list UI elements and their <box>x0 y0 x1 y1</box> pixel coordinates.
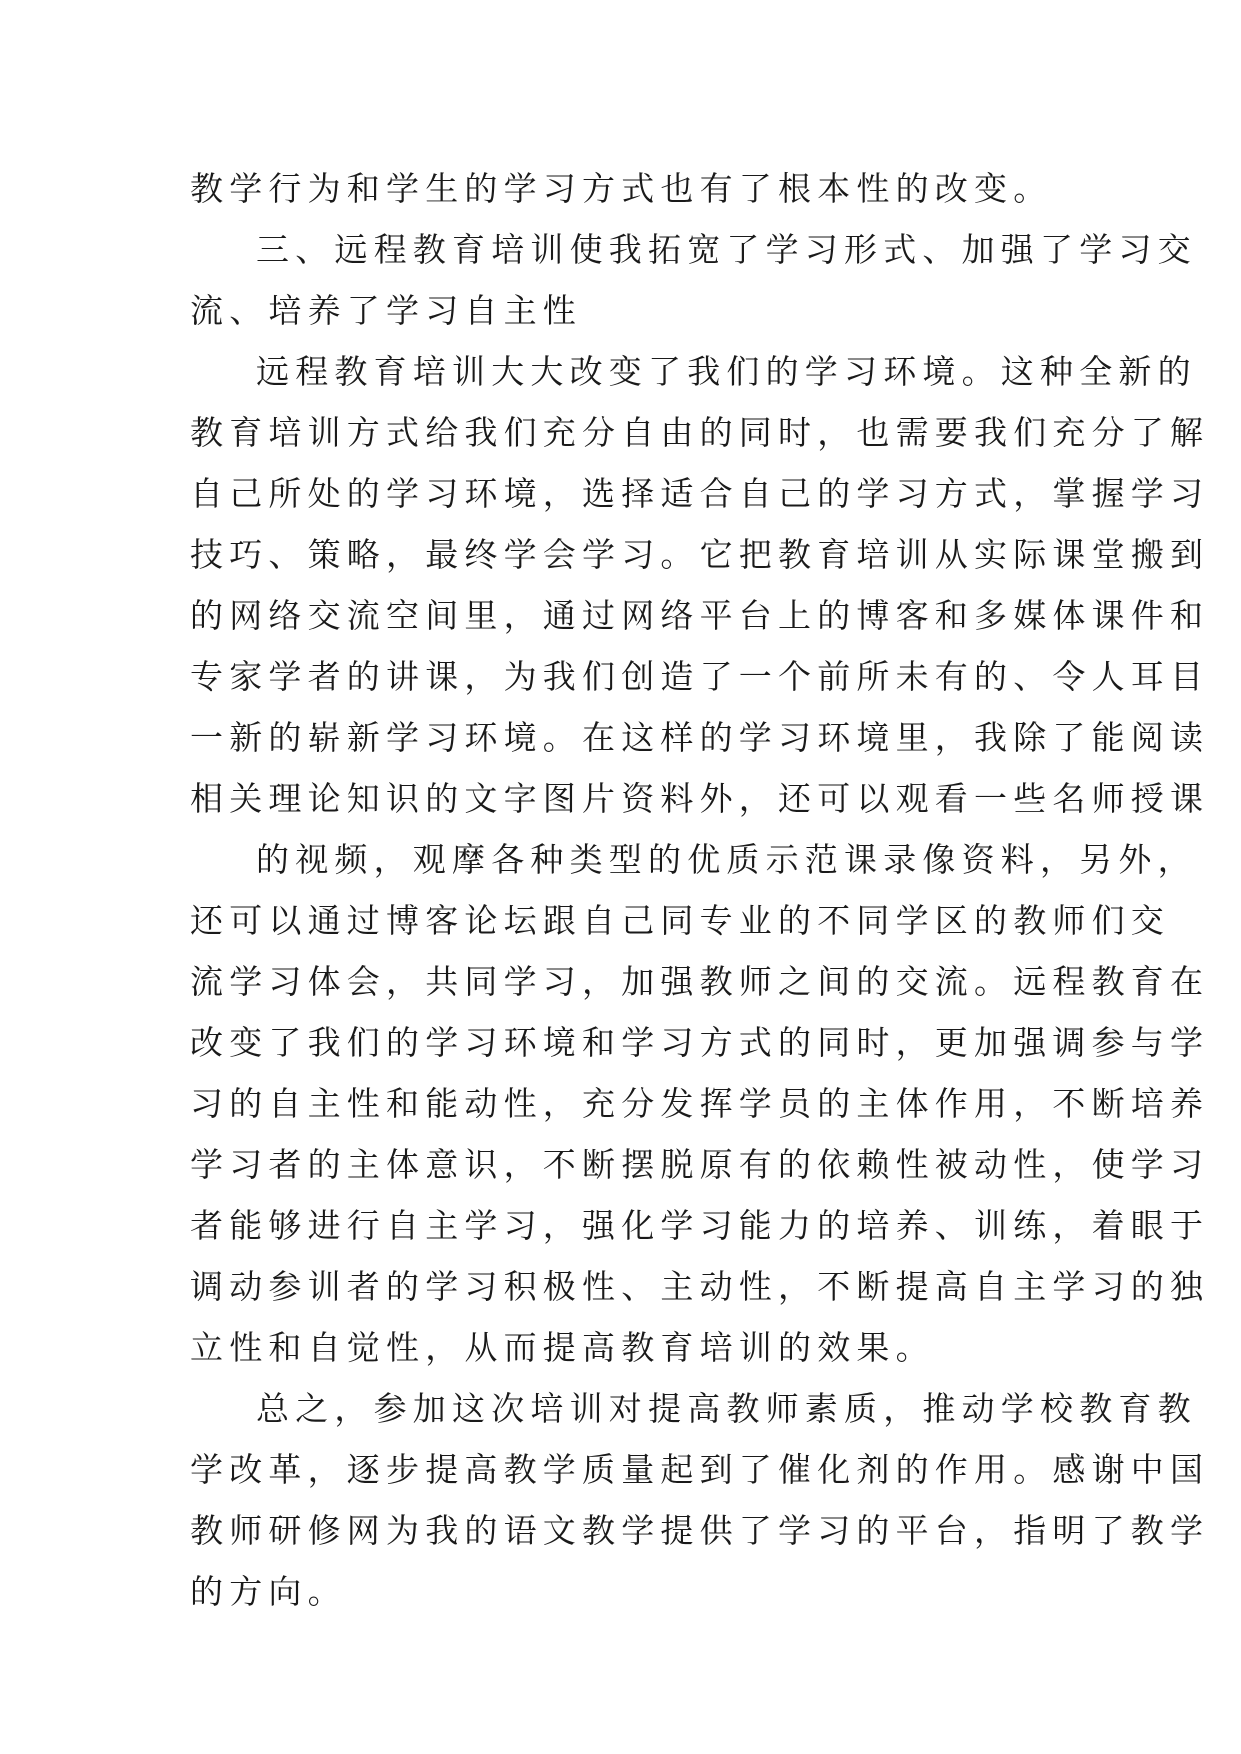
text-line: 的方向。 <box>190 1572 347 1611</box>
text-line: 自己所处的学习环境，选择适合自己的学习方式，掌握学习 <box>190 474 1210 513</box>
text-line: 学改革，逐步提高教学质量起到了催化剂的作用。感谢中国 <box>190 1450 1210 1489</box>
text-line: 还可以通过博客论坛跟自己同专业的不同学区的教师们交 <box>190 901 1170 940</box>
text-line: 总之，参加这次培训对提高教师素质，推动学校教育教 <box>256 1389 1197 1428</box>
text-line: 学习者的主体意识，不断摆脱原有的依赖性被动性，使学习 <box>190 1145 1210 1184</box>
text-line: 专家学者的讲课，为我们创造了一个前所未有的、令人耳目 <box>190 657 1210 696</box>
text-line: 的网络交流空间里，通过网络平台上的博客和多媒体课件和 <box>190 596 1210 635</box>
text-line: 教学行为和学生的学习方式也有了根本性的改变。 <box>190 169 1053 208</box>
text-line: 教师研修网为我的语文教学提供了学习的平台，指明了教学 <box>190 1511 1210 1550</box>
text-line: 调动参训者的学习积极性、主动性，不断提高自主学习的独 <box>190 1267 1210 1306</box>
text-line: 流学习体会，共同学习，加强教师之间的交流。远程教育在 <box>190 962 1210 1001</box>
text-line: 改变了我们的学习环境和学习方式的同时，更加强调参与学 <box>190 1023 1210 1062</box>
text-line: 的视频，观摩各种类型的优质示范课录像资料，另外， <box>256 840 1197 879</box>
section-heading-line: 流、培养了学习自主性 <box>190 291 582 330</box>
text-line: 相关理论知识的文字图片资料外，还可以观看一些名师授课 <box>190 779 1210 818</box>
text-line: 教育培训方式给我们充分自由的同时，也需要我们充分了解 <box>190 413 1210 452</box>
text-line: 者能够进行自主学习，强化学习能力的培养、训练，着眼于 <box>190 1206 1210 1245</box>
text-line: 立性和自觉性，从而提高教育培训的效果。 <box>190 1328 935 1367</box>
document-body <box>190 158 1210 1622</box>
section-heading-line: 三、远程教育培训使我拓宽了学习形式、加强了学习交 <box>256 230 1197 269</box>
text-line: 技巧、策略，最终学会学习。它把教育培训从实际课堂搬到 <box>190 535 1210 574</box>
text-line: 远程教育培训大大改变了我们的学习环境。这种全新的 <box>256 352 1197 391</box>
text-line: 习的自主性和能动性，充分发挥学员的主体作用，不断培养 <box>190 1084 1210 1123</box>
text-line: 一新的崭新学习环境。在这样的学习环境里，我除了能阅读 <box>190 718 1210 757</box>
